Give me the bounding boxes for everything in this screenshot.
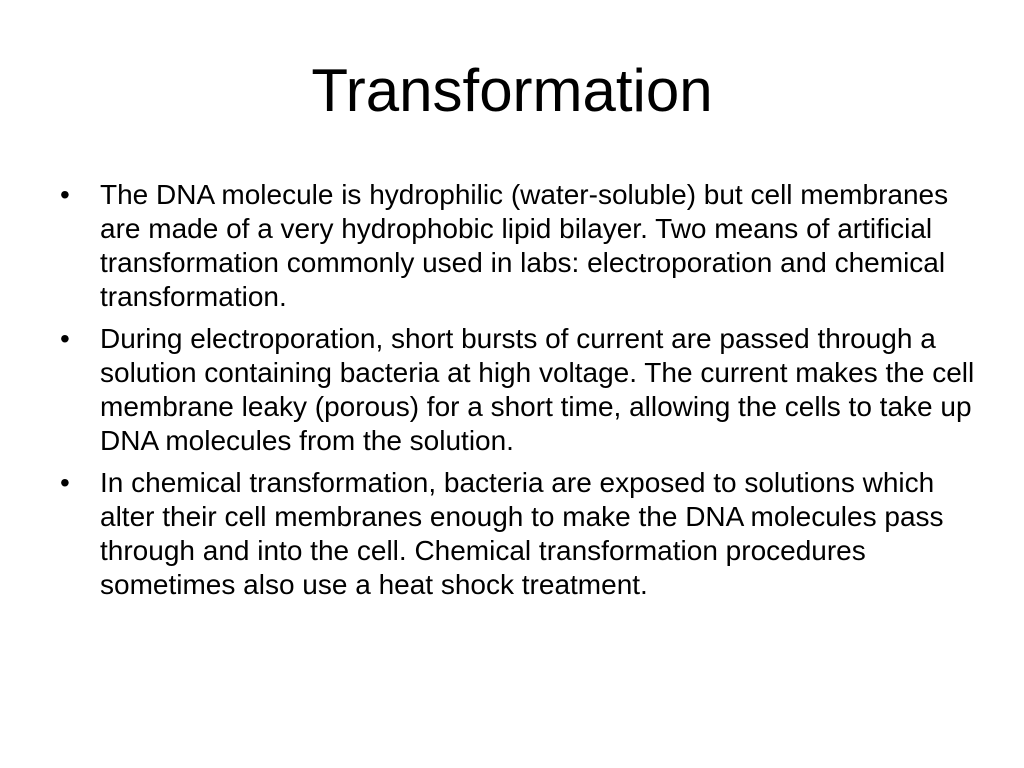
bullet-marker-icon: •	[60, 467, 70, 498]
bullet-text-1: The DNA molecule is hydrophilic (water-soluble) but cell membranes are made of a very hydrophobic lipid bilayer. Two means of artificial transformation commonly used in labs: electroporation and chemical transformation.	[100, 179, 949, 312]
bullet-list	[60, 178, 980, 610]
bullet-item-2	[60, 322, 980, 458]
bullet-item-3	[60, 466, 980, 602]
bullet-text-2: During electroporation, short bursts of current are passed through a solution containing bacteria at high voltage. The current makes the cell membrane leaky (porous) for a short time, allowing the cells to take up DNA molecules from the solution.	[100, 323, 975, 456]
bullet-item-1	[60, 178, 980, 314]
bullet-marker-icon: •	[60, 323, 70, 354]
slide-title: Transformation	[311, 57, 713, 124]
bullet-text-3: In chemical transformation, bacteria are exposed to solutions which alter their cell membranes enough to make the DNA molecules pass through and into the cell. Chemical transformation procedures sometimes also use a heat shock treatment.	[100, 467, 944, 600]
bullet-marker-icon: •	[60, 179, 70, 210]
